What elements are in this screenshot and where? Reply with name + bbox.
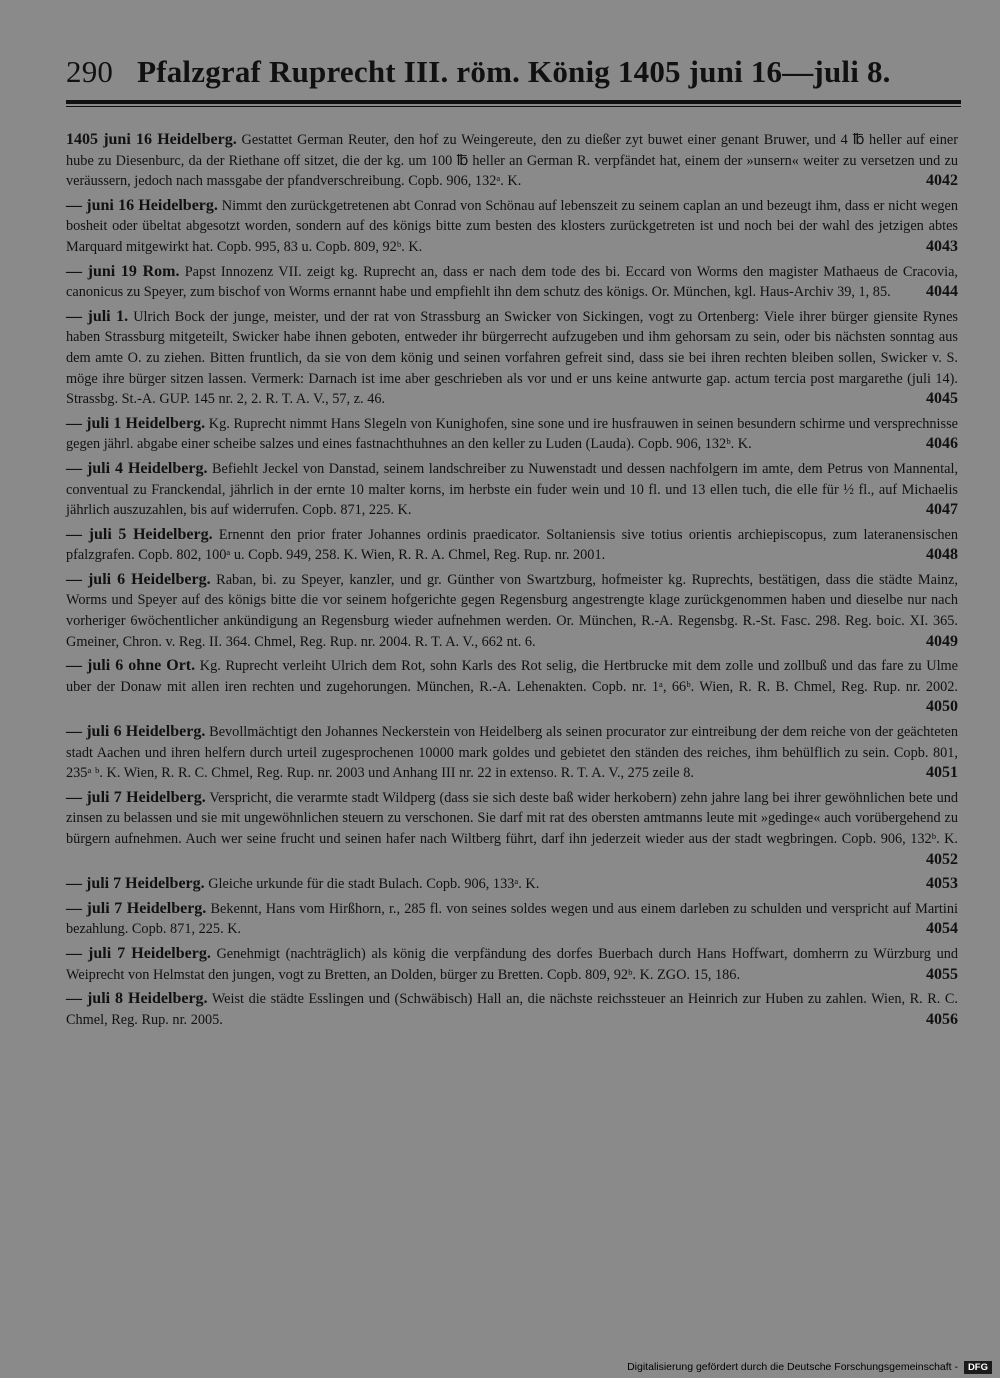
regest-number: 4047 xyxy=(918,500,958,521)
regest-text: Nimmt den zurückgetretenen abt Conrad von Schönau auf lebenszeit zu seinem caplan an und bezeugt ihm, dass er nicht wegen bosheit oder übeltat abgesotzt worden, sondern auf des königs bitte zum besten des klosters zurückgetreten ist und noch bei der wahl des jetzigen abtes Marquard mitgewirkt hat. Copb. 995, 83 u. Copb. 809, 92ᵇ. K. xyxy=(66,197,959,255)
footer-credit xyxy=(627,1361,992,1374)
regest-entry xyxy=(66,944,958,985)
dfg-logo: DFG xyxy=(964,1361,992,1374)
regest-text: Gleiche urkunde für die stadt Bulach. Copb. 906, 133ᵃ. K. xyxy=(208,876,540,893)
regest-entry xyxy=(66,874,958,895)
regest-date: — juli 1 Heidelberg. xyxy=(66,414,206,432)
regest-entry xyxy=(66,989,958,1030)
header-rule-thin xyxy=(66,106,961,107)
regest-date: — juli 7 Heidelberg. xyxy=(66,788,206,806)
regest-entry xyxy=(66,262,958,303)
regest-number: 4046 xyxy=(918,434,958,455)
regest-text: Raban, bi. zu Speyer, kanzler, und gr. Günther von Swartzburg, hofmeister kg. Ruprechts, bestätigen, dass die städte Mainz, Worms und Speyer auf des königs bitte die vor seinem hofgerichte gegen Regensburg angestrengte klage zurückgenommen haben und dieselbe nur nach vorheriger 6wöchentlicher ankündigung an Regensburg wieder aufnehmen werden. Or. München, R.-A. Regensbg. R.-St. Fasc. 298. Reg. boic. XI. 365. Gmeiner, Chron. v. Reg. II. 364. Chmel, Reg. Rup. nr. 2004. R. T. A. V., 662 nt. 6. xyxy=(66,571,958,650)
regest-text: Gestattet German Reuter, den hof zu Weingereute, den zu dießer zyt buwet einer genant Bruwer, und 4 ℔ heller auf einer hube zu Diesenburc, da der Riethane off sitzet, die der kg. um 100 ℔ heller an German R. verpfändet hat, einem der »unsern« weiter zu versetzen und zu veräussern, jedoch nach massgabe der pfandverschreibung. Copb. 906, 132ᵃ. K. xyxy=(66,132,958,190)
regest-text: Befiehlt Jeckel von Danstad, seinem landschreiber zu Nuwenstadt und dessen nachfolgern im amte, dem Petrus von Mannental, conventual zu Franckendal, jährlich in der ernte 10 malter korns, im herbste ein fuder wein und 10 fl. und 13 ellen tuch, die elle für ½ fl., auf Michaelis jährlich auszuzahlen, bis auf widerrufen. Copb. 871, 225. K. xyxy=(66,460,959,519)
regest-number: 4045 xyxy=(918,389,958,410)
regest-text: Kg. Ruprecht verleiht Ulrich dem Rot, sohn Karls des Rot selig, die Hertbrucke mit dem zolle und zollbuß und das fare zu Ulme uber der Donaw mit allen iren rechten und zugehorungen. München, R.-A. Lehenakten. Copb. nr. 1ᵃ, 66ᵇ. Wien, R. R. B. Chmel, Reg. Rup. nr. 2002. xyxy=(66,658,959,695)
regest-date: — juli 1. xyxy=(66,307,129,325)
regest-entry xyxy=(66,525,958,566)
regest-text: Weist die städte Esslingen und (Schwäbisch) Hall an, die nächste reichssteuer an Heinrich zur Huben zu zahlen. Wien, R. R. C. Chmel, Reg. Rup. nr. 2005. xyxy=(66,991,958,1028)
regest-entry xyxy=(66,414,958,455)
regest-text: Bevollmächtigt den Johannes Neckerstein von Heidelberg als seinen procurator zur eintreibung der dem reiche von der geächteten stadt Aachen und ihren helfern durch urteil zugesprochenen 10000 mark goldes und gebietet den ständen des reiches, ihm behülflich zu sein. Copb. 801, 235ᵃ ᵇ. K. Wien, R. R. C. Chmel, Reg. Rup. nr. 2003 und Anhang III nr. 22 in extenso. R. T. A. V., 275 zeile 8. xyxy=(66,724,959,782)
regest-date: — juli 7 Heidelberg. xyxy=(66,875,205,893)
page-number: 290 xyxy=(66,54,114,89)
header-rule xyxy=(66,100,961,104)
page-header xyxy=(66,52,956,92)
regest-number: 4051 xyxy=(918,763,958,784)
regest-number: 4054 xyxy=(918,919,958,940)
regest-number: 4055 xyxy=(918,965,958,986)
regest-date: — juni 16 Heidelberg. xyxy=(66,196,218,214)
regest-number: 4042 xyxy=(918,171,958,192)
regest-text: Papst Innozenz VII. zeigt kg. Ruprecht an, dass er nach dem tode des bi. Eccard von Worms den magister Mathaeus de Cracovia, canonicus zu Speyer, zum bischof von Worms ernannt habe und empfiehlt ihn dem schutz des königs. Or. München, kgl. Haus-Archiv 39, 1, 85. xyxy=(66,263,959,301)
regest-entry xyxy=(66,459,958,521)
footer-text: Digitalisierung gefördert durch die Deutsche Forschungsgemeinschaft - xyxy=(627,1361,959,1373)
regest-date: — juli 6 Heidelberg. xyxy=(66,723,206,741)
regest-text: Genehmigt (nachträglich) als könig die verpfändung des dorfes Buerbach durch Hans Hoffwart, domherrn zu Würzburg und Weiprecht von Helmstat den jungen, vogt zu Bretten, an Dolden, bürger zu Bretten. Copb. 809, 92ᵇ. K. ZGO. 15, 186. xyxy=(66,945,959,983)
regest-number: 4048 xyxy=(918,545,958,566)
regest-number: 4052 xyxy=(918,850,958,871)
regest-text: Bekennt, Hans vom Hirßhorn, r., 285 fl. von seines soldes wegen und aus einem darleben zu schulden und verspricht auf Martini bezahlung. Copb. 871, 225. K. xyxy=(66,900,959,938)
regest-entry xyxy=(66,307,958,410)
regest-number: 4050 xyxy=(918,697,958,718)
regest-text: Verspricht, die verarmte stadt Wildperg (dass sie sich deste baß wider herkobern) zehn jahre lang bei ihrer gewöhnlichen bete und zinsen zu belassen und sie mit ungewöhnlichen steuern zu verschonen. Sie darf mit rat des obersten amtmanns leute mit »gedinge« auch vorübergehend zu bürgern aufnehmen. Auch wer seine frucht und seinen hafer nach Wiltberg führt, darf ihn jederzeit wieder aus der stadt wegbringen. Copb. 906, 132ᵇ. K. xyxy=(66,789,959,847)
regest-date: — juni 19 Rom. xyxy=(66,262,180,280)
regest-date: — juli 7 Heidelberg. xyxy=(66,944,211,962)
regest-date: — juli 4 Heidelberg. xyxy=(66,459,208,477)
regest-date: — juli 6 Heidelberg. xyxy=(66,570,211,588)
regest-entry xyxy=(66,722,958,784)
regest-date: — juli 7 Heidelberg. xyxy=(66,899,207,917)
regest-entry xyxy=(66,570,958,652)
regest-date: — juli 6 ohne Ort. xyxy=(66,657,196,675)
regest-entry xyxy=(66,656,958,718)
regest-date: 1405 juni 16 Heidelberg. xyxy=(66,131,237,148)
regest-number: 4053 xyxy=(918,874,958,895)
regest-number: 4056 xyxy=(918,1010,958,1031)
document-page xyxy=(52,40,962,1340)
regest-entry xyxy=(66,196,958,258)
page-title: Pfalzgraf Ruprecht III. röm. König 1405 juni 16—juli 8. xyxy=(137,54,891,89)
regest-date: — juli 5 Heidelberg. xyxy=(66,525,213,543)
regest-number: 4049 xyxy=(918,632,958,653)
regest-entry xyxy=(66,788,958,870)
regest-entry xyxy=(66,899,958,940)
regest-text: Ulrich Bock der junge, meister, und der rat von Strassburg an Swicker von Sickingen, vogt zu Ortenberg: Viele ihrer bürger giensite Rynes haben Strassburg mitgeteilt, Swicker habe ihnen geboten, entweder ihr bürgerrecht aufzugeben und ihm gehorsam zu sein, oder bis nächsten sonntag aus dem amte O. zu ziehen. Bitten fruntlich, da sie von dem könig und seinen vorfahren gefreit sind, dass sie bei ihren rechten bleiben sollen, Swicker v. S. möge ihre bürger sitzen lassen. Vermerk: Darnach ist ime aber geschrieben als vor und er uns keine antwurte gap. actum tercia post margarethe (juli 14). Strassbg. St.-A. GUP. 145 nr. 2, 2. R. T. A. V., 57, z. 46. xyxy=(66,308,958,408)
regest-number: 4043 xyxy=(918,237,958,258)
regest-list xyxy=(66,130,958,1034)
regest-number: 4044 xyxy=(918,282,958,303)
regest-date: — juli 8 Heidelberg. xyxy=(66,990,208,1008)
regest-entry xyxy=(66,130,958,192)
regest-text: Ernennt den prior frater Johannes ordinis praedicator. Soltaniensis sive totius orientis archiepiscopus, zum lateranensischen pfalzgrafen. Copb. 802, 100ᵃ u. Copb. 949, 258. K. Wien, R. R. A. Chmel, Reg. Rup. nr. 2001. xyxy=(66,526,959,564)
regest-text: Kg. Ruprecht nimmt Hans Slegeln von Kunighofen, sine sone und ire husfrauwen in seinen besundern schirme und versprechnisse gegen jährl. abgabe einer scheibe salzes und eines fastnachthuhnes an den keller zu Luden (Lauda). Copb. 906, 132ᵇ. K. xyxy=(66,415,959,453)
